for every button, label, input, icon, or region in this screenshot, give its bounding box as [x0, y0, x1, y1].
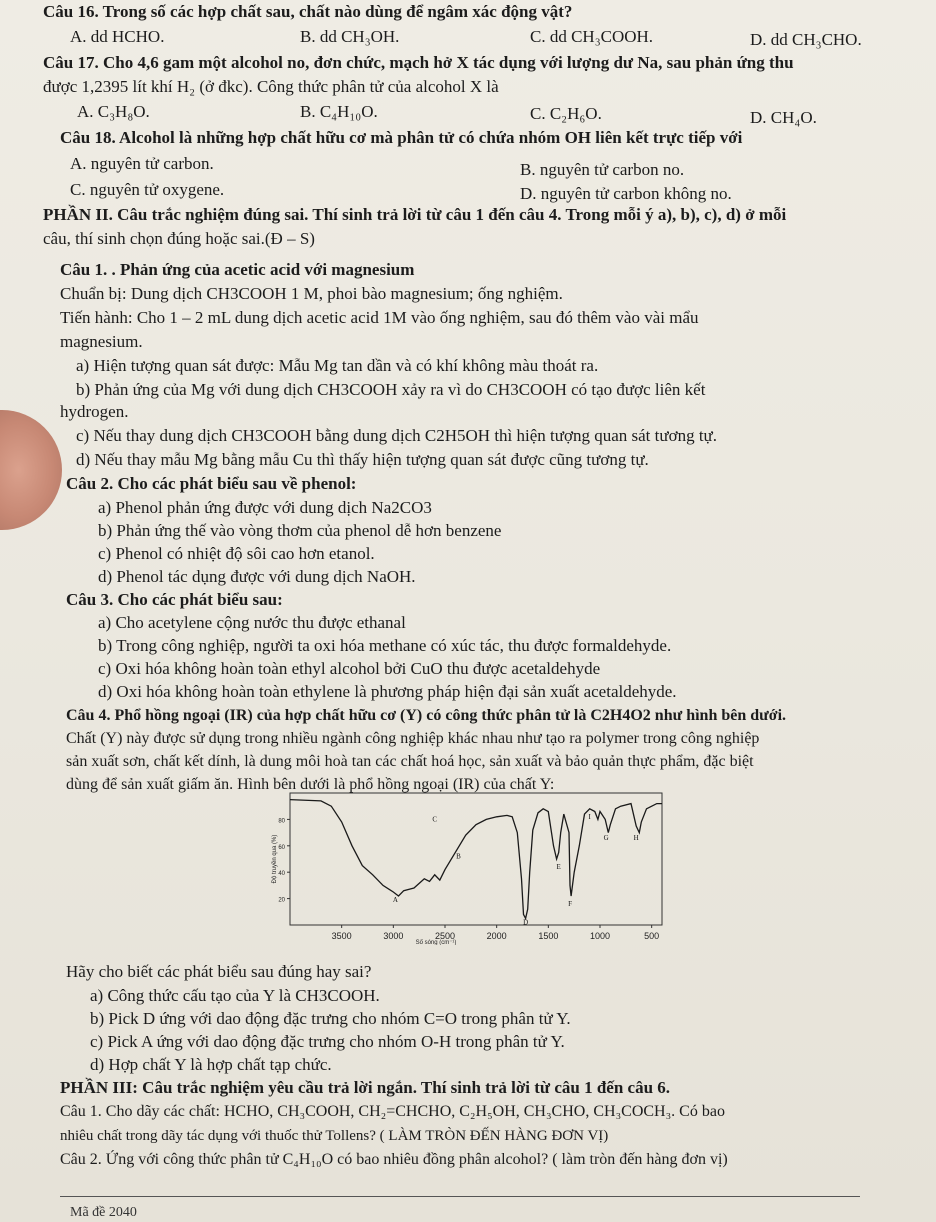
- p2-c4-c: c) Pick A ứng với dao động đặc trưng cho nhóm O-H trong phân tử Y.: [90, 1032, 565, 1051]
- p2-c1-c: c) Nếu thay dung dịch CH3COOH bằng dung dịch C2H5OH thì hiện tượng quan sát tương tự.: [76, 426, 718, 445]
- footer-divider: [60, 1196, 860, 1197]
- p2-c1-proc1: Tiến hành: Cho 1 – 2 mL dung dịch acetic acid 1M vào ống nghiệm, sau đó thêm vào vài mẩu: [60, 308, 699, 327]
- part3-header: PHẦN III: Câu trắc nghiệm yêu cầu trả lời ngắn. Thí sinh trả lời từ câu 1 đến câu 6.: [60, 1078, 671, 1097]
- p2-c2-d: d) Phenol tác dụng được với dung dịch NaOH.: [98, 567, 416, 586]
- p2-c3-d: d) Oxi hóa không hoàn toàn ethylene là phương pháp hiện đại sản xuất acetaldehyde.: [98, 682, 677, 701]
- p2-c1-a: a) Hiện tượng quan sát được: Mẫu Mg tan dần và có khí không màu thoát ra.: [76, 356, 599, 375]
- y-tick-label: 80: [278, 818, 285, 825]
- p3-c1-line2: nhiêu chất trong dãy tác dụng với thuốc thử Tollens? ( LÀM TRÒN ĐẾN HÀNG ĐƠN VỊ): [60, 1128, 609, 1144]
- p2-c1-b1: b) Phản ứng của Mg với dung dịch CH3COOH xảy ra vì do CH3COOH có tạo được liên kết: [76, 380, 706, 399]
- p2-c1-proc2: magnesium.: [60, 332, 143, 351]
- p2-c1-d: d) Nếu thay mẫu Mg bằng mẫu Cu thì thấy hiện tượng quan sát được cũng tương tự.: [76, 450, 649, 469]
- x-tick-label: 2500: [434, 931, 456, 941]
- q18-question: Câu 18. Alcohol là những hợp chất hữu cơ mà phân tử có chứa nhóm OH liên kết trực tiếp với: [60, 128, 743, 147]
- y-tick-label: 20: [278, 897, 285, 904]
- p2-c3-a: a) Cho acetylene cộng nước thu được ethanal: [98, 613, 406, 632]
- ir-spectrum-chart: [270, 789, 668, 945]
- peak-label-G: G: [603, 833, 609, 842]
- q17-line2: được 1,2395 lít khí H₂ (ở đkc). Công thức phân tử của alcohol X là: [43, 77, 499, 96]
- p2-c4-line4: dùng để sản xuất giấm ăn. Hình bên dưới là phổ hồng ngoại (IR) của chất Y:: [66, 776, 555, 793]
- q17-line1: [43, 53, 794, 73]
- p2-c3-title: Câu 3. Cho các phát biểu sau:: [66, 590, 283, 609]
- spectrum-line: [290, 800, 662, 919]
- p2-c4-d: d) Hợp chất Y là hợp chất tạp chức.: [90, 1055, 332, 1074]
- p2-c3-b: b) Trong công nghiệp, người ta oxi hóa methane có xúc tác, thu được formaldehyde.: [98, 636, 672, 655]
- peak-label-E: E: [556, 863, 561, 871]
- peak-label-C: C: [432, 815, 438, 824]
- x-tick-label: 3500: [331, 931, 352, 941]
- p2-c4-line1: [66, 706, 786, 726]
- peak-label-D: D: [523, 918, 529, 927]
- q17-option-c: C. C₂H₆O.: [530, 104, 602, 123]
- x-tick-label: 1500: [538, 931, 559, 941]
- x-tick-label: 3000: [383, 931, 404, 941]
- q16-option-d: D. dd CH₃CHO.: [750, 30, 862, 49]
- p3-c1-line1: Câu 1. Cho dãy các chất: HCHO, CH₃COOH, CH₂=CHCHO, C₂H₅OH, CH₃CHO, CH₃COCH₃. Có bao: [60, 1103, 725, 1120]
- q16-option-a: A. dd HCHO.: [70, 27, 165, 46]
- p2-c2-c: c) Phenol có nhiệt độ sôi cao hơn etanol.: [98, 544, 375, 563]
- p2-c4-line2: Chất (Y) này được sử dụng trong nhiều ngành công nghiệp khác nhau như tạo ra polymer trong công nghiệp: [66, 730, 760, 747]
- p2-c2-a: a) Phenol phản ứng được với dung dịch Na2CO3: [98, 498, 432, 517]
- p2-c1-title: Câu 1. . Phản ứng của acetic acid với magnesium: [60, 260, 415, 279]
- p2-c4-b: b) Pick D ứng với dao động đặc trưng cho nhóm C=O trong phân tử Y.: [90, 1009, 571, 1028]
- ir-spectrum-svg: [270, 789, 668, 945]
- peak-label-F: F: [568, 899, 572, 908]
- p2-c4-line3: sản xuất sơn, chất kết dính, là dung môi hoà tan các chất hoá học, sản xuất và bảo quản thực phẩm, đặc biệt: [66, 753, 754, 770]
- part2-header-line2: câu, thí sinh chọn đúng hoặc sai.(Đ – S): [43, 229, 315, 248]
- x-tick-label: 1000: [589, 931, 611, 941]
- q18-option-a: A. nguyên tử carbon.: [70, 154, 214, 173]
- peak-label-A: A: [392, 896, 398, 904]
- x-tick-label: 2000: [486, 931, 507, 941]
- q16-question: Câu 16. Trong số các hợp chất sau, chất nào dùng để ngâm xác động vật?: [43, 2, 573, 21]
- y-axis-label: Độ truyền qua (%): [272, 834, 278, 884]
- x-axis-label: Số sóng (cm⁻¹): [415, 940, 457, 945]
- p2-c4-text: Câu 4. Phổ hồng ngoại (IR) của hợp chất hữu cơ (Y) có công thức phân tử là C2H4O2 như hình bên dưới.: [66, 707, 787, 724]
- q18-option-b: B. nguyên tử carbon no.: [520, 160, 685, 179]
- finger-overlay: [0, 410, 62, 530]
- y-tick-label: 40: [278, 871, 285, 878]
- q16-option-b: B. dd CH₃OH.: [300, 27, 400, 46]
- peak-label-B: B: [456, 852, 461, 861]
- p2-c1-b2: hydrogen.: [60, 402, 129, 421]
- p3-c2: Câu 2. Ứng với công thức phân tử C₄H₁₀O có bao nhiêu đồng phân alcohol? ( làm tròn đến hàng đơn vị): [60, 1151, 728, 1168]
- q17-text: Câu 17. Cho 4,6 gam một alcohol no, đơn chức, mạch hở X tác dụng với lượng dư Na, sau phản ứng thu: [43, 53, 794, 72]
- q17-option-d: D. CH₄O.: [750, 108, 817, 127]
- q17-option-a: A. C₃H₈O.: [77, 102, 150, 121]
- p2-c2-b: b) Phản ứng thế vào vòng thơm của phenol dễ hơn benzene: [98, 521, 502, 540]
- p2-c4-a: a) Công thức cấu tạo của Y là CH3COOH.: [90, 986, 380, 1005]
- q18-option-c: C. nguyên tử oxygene.: [70, 180, 225, 199]
- p2-c2-title: Câu 2. Cho các phát biểu sau về phenol:: [66, 474, 357, 493]
- x-tick-label: 500: [644, 931, 660, 941]
- p2-c4-ask: Hãy cho biết các phát biểu sau đúng hay sai?: [66, 962, 372, 981]
- q17-option-b: B. C₄H₁₀O.: [300, 102, 378, 121]
- y-tick-label: 60: [278, 844, 285, 851]
- q18-option-d: D. nguyên tử carbon không no.: [520, 184, 732, 203]
- peak-label-H: H: [633, 833, 639, 842]
- plot-frame: [290, 793, 662, 925]
- exam-code: Mã đề 2040: [70, 1205, 137, 1220]
- p2-c3-c: c) Oxi hóa không hoàn toàn ethyl alcohol bởi CuO thu được acetaldehyde: [98, 659, 601, 678]
- part2-header-line1: PHẦN II. Câu trắc nghiệm đúng sai. Thí sinh trả lời từ câu 1 đến câu 4. Trong mỗi ý a), b), c), d) ở mỗi: [43, 205, 787, 224]
- p2-c1-prep: Chuẩn bị: Dung dịch CH3COOH 1 M, phoi bào magnesium; ống nghiệm.: [60, 284, 563, 303]
- q16-option-c: C. dd CH₃COOH.: [530, 27, 654, 46]
- peak-label-I: I: [588, 812, 591, 821]
